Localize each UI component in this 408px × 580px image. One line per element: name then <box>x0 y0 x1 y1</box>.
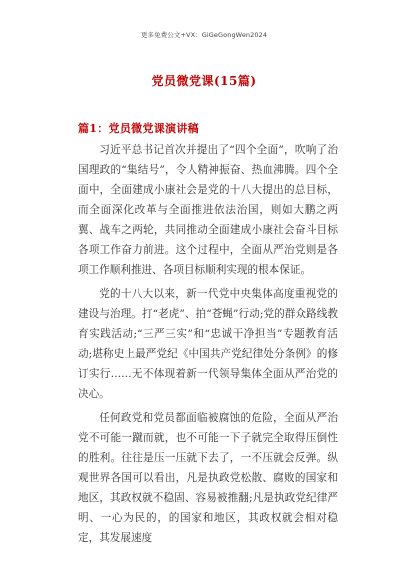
paragraph: 习近平总书记首次并提出了“四个全面”，吹响了治国理政的“集结号”，令人精神振奋、热血沸腾。四个全面中，全面建成小康社会是党的十八大提出的总目标，而全面深化改革与全面推进依法治国，则如大鹏之两翼、战车之两轮，共同推动全面建成小康社会奋斗目标各项工作奋力前进。这个过程中，全面从严治党则是各项工作顺利推进、各项目标顺利实现的根本保证。 <box>78 144 338 276</box>
body-text <box>78 140 338 552</box>
paragraph: 任何政党和党员都面临被腐蚀的危险，全面从严治党不可能一蹴而就，也不可能一下子就完全取得压倒性的胜利。往往是压一压就下去了，一不压就会反弹。纵观世界各国可以看出，凡是执政党松散、腐败的国家和地区，其政权就不稳固、容易被推翻;凡是执政党纪律严明、一心为民的，的国家和地区，其政权就会相对稳定，其发展速度 <box>78 412 338 544</box>
paragraph: 党的十八大以来，新一代党中央集体高度重视党的建设与治理。打“老虎”、拍“苍蝇”行动;党的群众路线教育实践活动;“三严三实”和“忠诚干净担当”专题教育活动;堪称史上最严党纪《中国共产党纪律处分条例》的修订实行……无不体现着新一代领导集体全面从严治党的决心。 <box>78 288 338 400</box>
section-heading: 篇1：党员微党课演讲稿 <box>78 122 199 135</box>
header-note: 更多免费公文+VX：GiGeGongWen2024 <box>140 31 268 39</box>
document-title: 党员微党课(15篇) <box>151 74 257 88</box>
